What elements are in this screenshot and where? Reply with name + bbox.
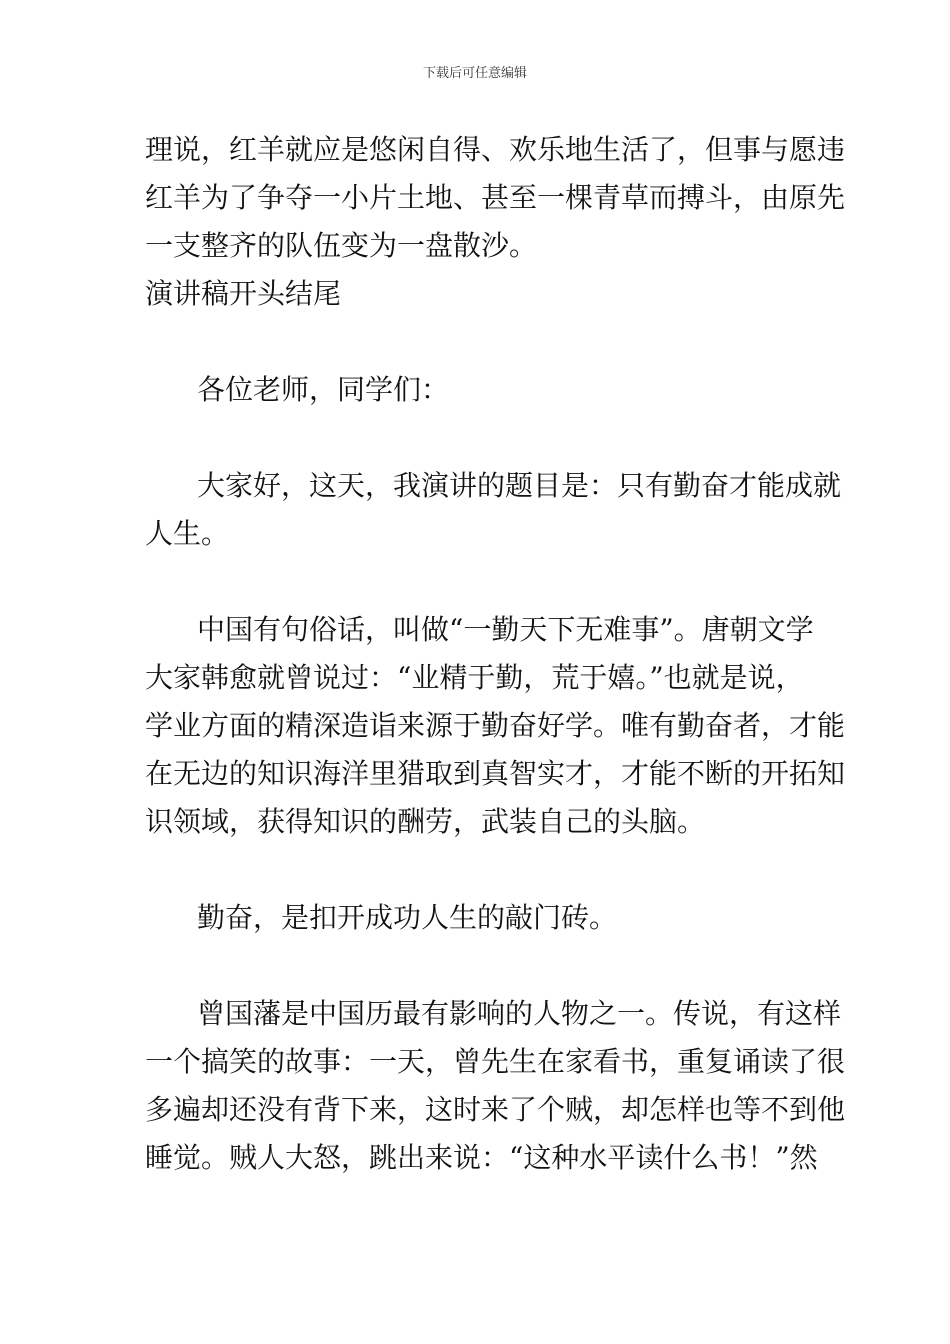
section-heading: 演讲稿开头结尾 [145, 277, 342, 310]
text-line: 学业方面的精深造诣来源于勤奋好学。唯有勤奋者，才能 [145, 709, 846, 742]
text-line: 理说，红羊就应是悠闲自得、欢乐地生活了，但事与愿违 [145, 133, 846, 166]
paragraph-continuation [145, 126, 846, 270]
text-line: 中国有句俗话，叫做“一勤天下无难事”。唐朝文学 [197, 613, 814, 646]
document-body [145, 126, 846, 1182]
text-line: 睡觉。贼人大怒，跳出来说：“这种水平读什么书！”然 [145, 1141, 818, 1174]
text-line: 人生。 [145, 517, 230, 550]
text-line: 一个搞笑的故事：一天，曾先生在家看书，重复诵读了很 [145, 1045, 846, 1078]
text-line: 勤奋，是扣开成功人生的敲门砖。 [197, 901, 618, 934]
text-line: 大家韩愈就曾说过：“业精于勤，荒于嬉。”也就是说， [145, 661, 804, 694]
page-header-watermark: 下载后可任意编辑 [422, 66, 527, 81]
paragraph-thesis [145, 894, 810, 942]
salutation: 各位老师，同学们： [197, 373, 450, 406]
paragraph-intro [145, 462, 842, 558]
paragraph-story [145, 990, 846, 1182]
text-line: 一支整齐的队伍变为一盘散沙。 [145, 229, 538, 262]
paragraph-spacer [145, 414, 810, 462]
text-line: 大家好，这天，我演讲的题目是：只有勤奋才能成就 [197, 469, 842, 502]
paragraph-proverb [145, 606, 846, 846]
paragraph-spacer [145, 846, 810, 894]
text-line: 曾国藩是中国历最有影响的人物之一。传说，有这样 [197, 997, 842, 1030]
text-line: 在无边的知识海洋里猎取到真智实才，才能不断的开拓知 [145, 757, 846, 790]
paragraph-spacer [145, 558, 810, 606]
text-line: 红羊为了争夺一小片土地、甚至一棵青草而搏斗，由原先 [145, 181, 846, 214]
text-line: 多遍却还没有背下来，这时来了个贼，却怎样也等不到他 [145, 1093, 846, 1126]
paragraph-spacer [145, 318, 810, 366]
text-line: 识领域，获得知识的酬劳，武装自己的头脑。 [145, 805, 706, 838]
paragraph-spacer [145, 942, 810, 990]
